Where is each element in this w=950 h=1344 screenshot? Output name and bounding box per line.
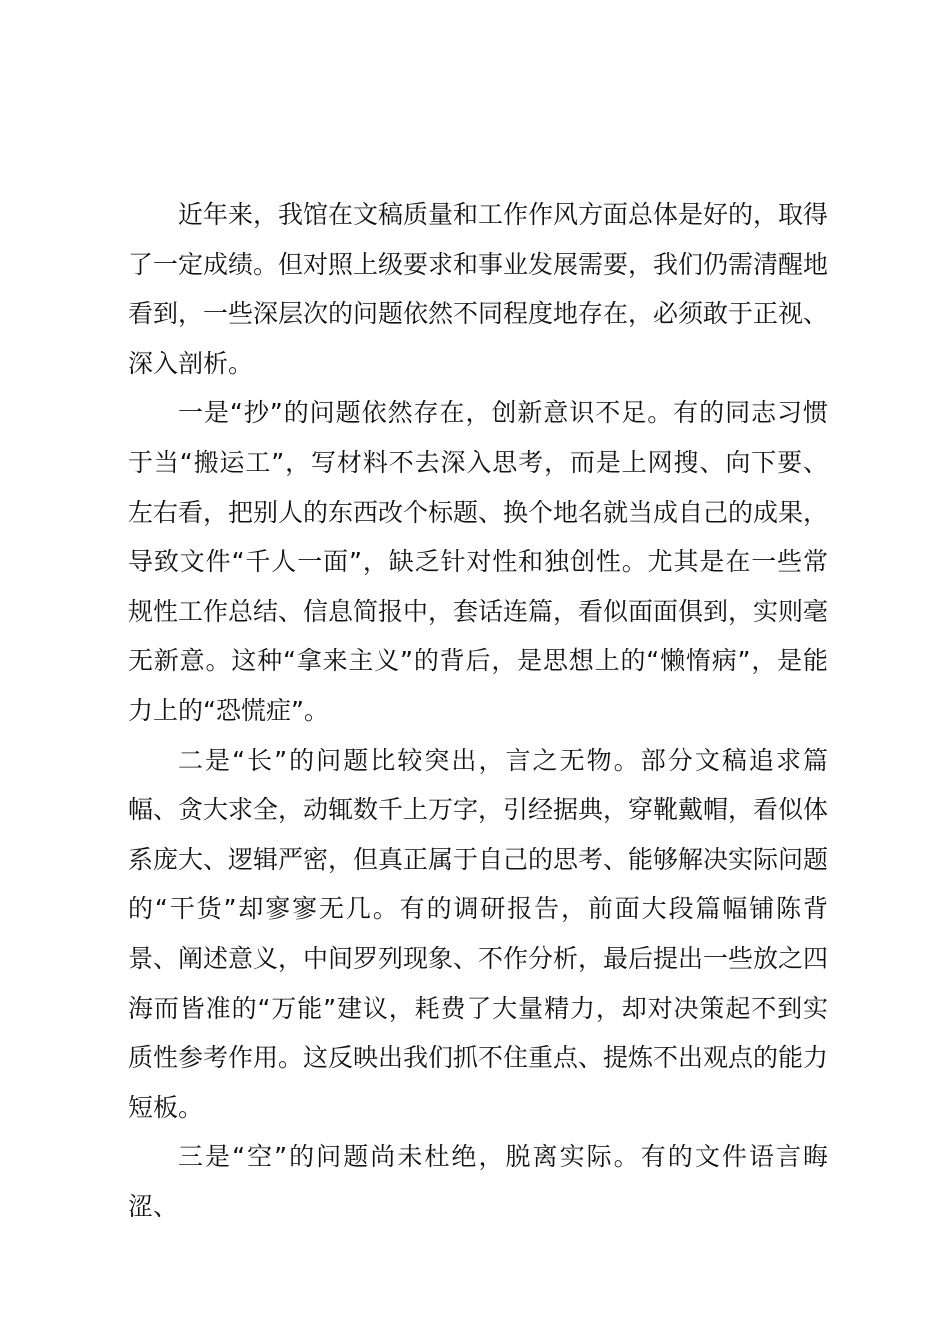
paragraph-intro: 近年来，我馆在文稿质量和工作作风方面总体是好的，取得了一定成绩。但对照上级要求和事业发展需要，我们仍需清醒地看到，一些深层次的问题依然不同程度地存在，必须敢于正视、深入剖析。 [128,200,829,378]
paragraph-emptiness-problem: 三是“空”的问题尚未杜绝，脱离实际。有的文件语言晦涩、 [128,1142,828,1221]
paragraph-length-problem: 二是“长”的问题比较突出，言之无物。部分文稿追求篇幅、贪大求全，动辄数千上万字，引经据典，穿靴戴帽，看似体系庞大、逻辑严密，但真正属于自己的思考、能够解决实际问题的“干货”却寥寥无几。有的调研报告，前面大段篇幅铺陈背景、阐述意义，中间罗列现象、不作分析，最后提出一些放之四海而皆准的“万能”建议，耗费了大量精力，却对决策起不到实质性参考作用。这反映出我们抓不住重点、提炼不出观点的能力短板。 [128,745,829,1122]
document-body [128,190,828,1231]
paragraph-copying-problem: 一是“抄”的问题依然存在，创新意识不足。有的同志习惯于当“搬运工”，写材料不去深入思考，而是上网搜、向下要、左右看，把别人的东西改个标题、换个地名就当成自己的成果，导致文件“千人一面”，缺乏针对性和独创性。尤其是在一些常规性工作总结、信息简报中，套话连篇，看似面面俱到，实则毫无新意。这种“拿来主义”的背后，是思想上的“懒惰病”，是能力上的“恐慌症”。 [128,398,829,725]
